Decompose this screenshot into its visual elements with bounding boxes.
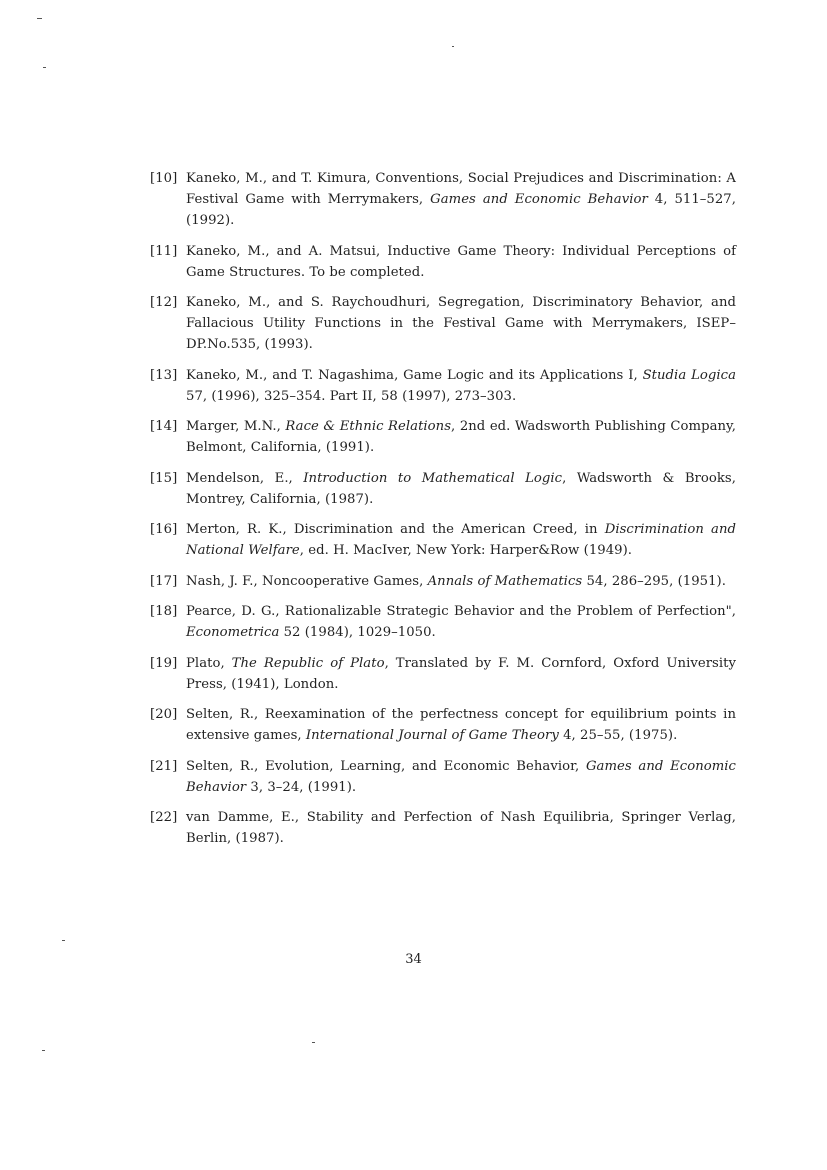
reference-item — [150, 704, 736, 746]
reference-number: [17] — [150, 573, 178, 589]
reference-text-segment: , 2nd ed. Wadsworth Publishing Company, Belmont, California, (1991). — [186, 419, 737, 455]
reference-text-segment: 52 (1984), 1029–1050. — [279, 625, 436, 640]
reference-text-segment: , Translated by F. M. Cornford, Oxford University Press, (1941), London. — [186, 655, 736, 692]
reference-text — [186, 419, 736, 455]
reference-text — [186, 171, 736, 228]
reference-number: [15] — [150, 470, 178, 486]
reference-number: [13] — [150, 367, 178, 383]
reference-text-segment: Nash, J. F., Noncooperative Games, — [186, 573, 428, 589]
reference-text-segment: 3, 3–24, (1991). — [246, 779, 357, 795]
reference-number: [14] — [150, 419, 178, 434]
reference-item — [150, 365, 736, 407]
reference-text-segment: van Damme, E., Stability and Perfection of Nash Equilibria, Springer Verlag, Berlin, (1987). — [186, 810, 736, 846]
reference-number: [22] — [150, 810, 178, 825]
reference-title-italic: Studia Logica — [642, 367, 736, 383]
reference-text-segment: Kaneko, M., and T. Nagashima, Game Logic and its Applications I, — [186, 367, 643, 383]
reference-text-segment: Selten, R., Evolution, Learning, and Economic Behavior, — [186, 758, 586, 774]
reference-number: [16] — [150, 522, 178, 537]
reference-text-segment: , Wadsworth & Brooks, Montrey, California, (1987). — [186, 470, 736, 507]
reference-title-italic: Games and Economic Behavior — [430, 192, 648, 207]
reference-text-segment: Merton, R. K., Discrimination and the American Creed, in — [186, 522, 605, 537]
scan-speck — [42, 1050, 45, 1051]
reference-number: [19] — [150, 655, 178, 671]
reference-title-italic: Introduction to Mathematical Logic — [303, 470, 563, 486]
page-number: 34 — [405, 952, 422, 967]
reference-text-segment: Kaneko, M., and A. Matsui, Inductive Game Theory: Individual Perceptions of Game Structures. To be completed. — [186, 243, 736, 280]
reference-item — [150, 468, 736, 510]
reference-item — [150, 807, 736, 849]
reference-number: [12] — [150, 295, 178, 310]
reference-text-segment: Kaneko, M., and S. Raychoudhuri, Segregation, Discriminatory Behavior, and Fallacious Utility Functions in the Festival Game with Merrymakers, ISEP–DP.No.535, (1993). — [186, 295, 736, 352]
reference-text-segment: Marger, M.N., — [186, 419, 286, 434]
reference-item — [150, 416, 736, 458]
reference-text — [186, 759, 736, 795]
reference-item — [150, 601, 736, 643]
reference-text — [186, 522, 736, 558]
reference-item — [150, 519, 736, 561]
reference-title-italic: Econometrica — [186, 625, 280, 640]
reference-text — [186, 707, 736, 743]
scan-speck — [62, 940, 65, 941]
reference-title-italic: Games and Economic Behavior — [186, 758, 736, 795]
reference-text — [186, 574, 726, 589]
reference-text — [186, 295, 736, 352]
reference-text — [186, 810, 736, 846]
reference-text-segment: 4, 511–527, (1992). — [186, 192, 736, 228]
reference-text-segment: 4, 25–55, (1975). — [558, 728, 678, 743]
reference-text-segment: Plato, — [186, 655, 232, 671]
reference-item — [150, 168, 736, 231]
reference-title-italic: Race & Ethnic Relations — [285, 419, 452, 434]
reference-text-segment: Pearce, D. G., Rationalizable Strategic Behavior and the Problem of Perfection", — [186, 604, 736, 619]
reference-title-italic: The Republic of Plato — [231, 655, 385, 671]
reference-number: [21] — [150, 758, 178, 774]
reference-title-italic: Discrimination and National Welfare — [186, 522, 736, 558]
reference-title-italic: International Journal of Game Theory — [305, 728, 559, 743]
reference-text-segment: 54, 286–295, (1951). — [582, 573, 726, 589]
reference-text — [186, 471, 736, 507]
reference-item — [150, 653, 736, 695]
reference-text-segment: Mendelson, E., — [186, 470, 304, 486]
reference-item — [150, 241, 736, 283]
reference-text-segment: Selten, R., Reexamination of the perfectness concept for equilibrium points in extensive games, — [186, 707, 736, 743]
reference-item — [150, 571, 736, 592]
reference-number: [20] — [150, 707, 178, 722]
reference-item — [150, 292, 736, 355]
reference-number: [10] — [150, 171, 178, 186]
scan-speck — [43, 67, 46, 68]
reference-text-segment: , ed. H. MacIver, New York: Harper&Row (1949). — [299, 543, 633, 558]
reference-text-segment: 57, (1996), 325–354. Part II, 58 (1997), 273–303. — [186, 388, 517, 404]
reference-text-segment: Kaneko, M., and T. Kimura, Conventions, Social Prejudices and Discrimination: A Festival Game with Merrymakers, — [186, 171, 736, 207]
reference-number: [11] — [150, 243, 178, 259]
reference-text — [186, 604, 736, 640]
reference-list — [150, 168, 736, 859]
reference-text — [186, 244, 736, 280]
scan-speck — [452, 46, 454, 47]
reference-text — [186, 656, 736, 692]
reference-text — [186, 368, 736, 404]
scan-speck — [312, 1042, 315, 1043]
scan-speck — [37, 18, 42, 19]
reference-item — [150, 756, 736, 798]
reference-number: [18] — [150, 604, 178, 619]
reference-title-italic: Annals of Mathematics — [427, 573, 583, 589]
